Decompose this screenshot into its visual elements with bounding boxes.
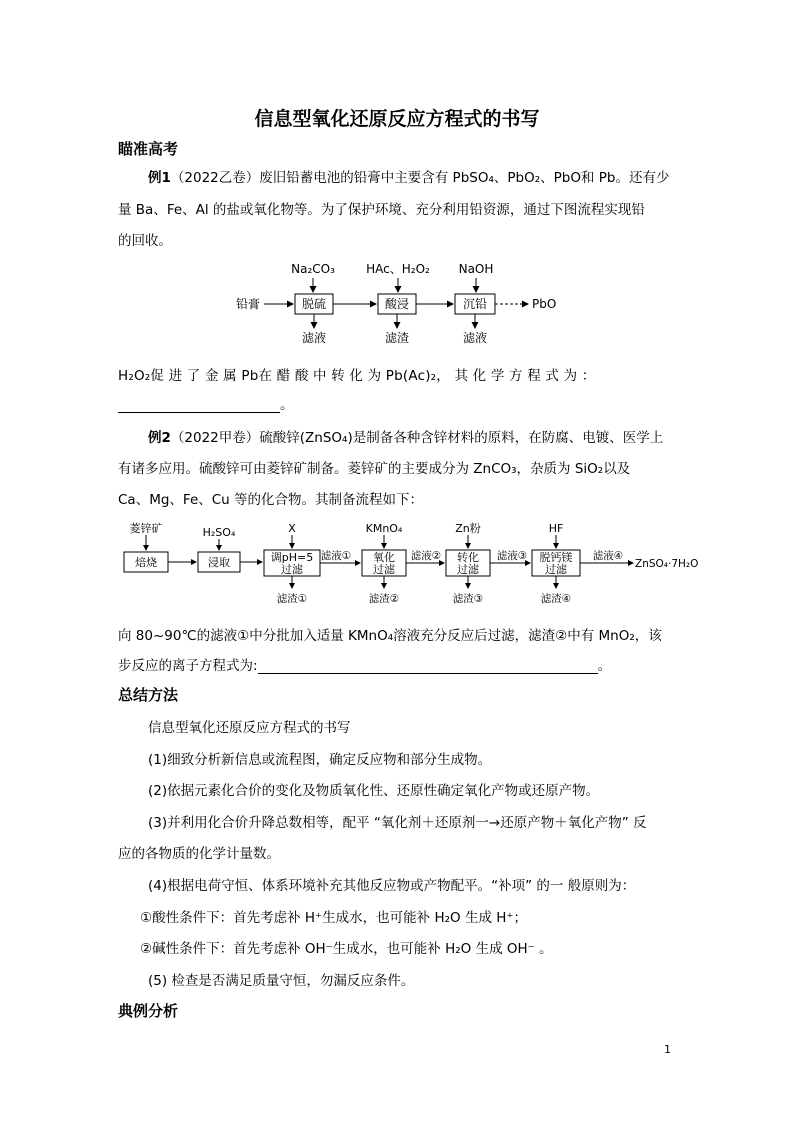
flow2-filtrate-3: 滤液③: [496, 550, 528, 562]
flow2-residue-2: 滤渣②: [368, 593, 400, 605]
example1-line2: 量 Ba、Fe、Al 的盐或氧化物等。为了保护环境、充分利用铅资源，通过下图流程实现铅: [118, 202, 645, 218]
flow1-step-1: 脱硫: [301, 297, 327, 311]
flow2-residue-3: 滤渣③: [452, 593, 484, 605]
flow1-waste-3: 滤液: [462, 331, 488, 345]
flow1-step-3: 沉铅: [462, 297, 488, 311]
method-item-4: (4)根据电荷守恒、体系环境补充其他反应物或产物配平。“补项” 的一 般原则为：: [148, 878, 636, 894]
method-intro: 信息型氧化还原反应方程式的书写: [148, 720, 351, 736]
example2-label: 例2: [148, 430, 171, 446]
example1-question: H₂O₂促 进 了 金 属 Pb在 醋 酸 中 转 化 为 Pb(Ac)₂， 其 化 学 方 程 式 为 ：: [118, 368, 596, 384]
flow2-step-filter-3: 过滤: [457, 563, 479, 576]
flow1-product: PbO: [532, 297, 557, 311]
flow2-step-ph: 调pH=5: [270, 551, 314, 564]
method-item-1: (1)细致分析新信息或流程图，确定反应物和部分生成物。: [148, 752, 492, 768]
flow2-filtrate-1: 滤液①: [320, 550, 352, 562]
example2-text-line1: 硫酸锌(ZnSO₄)是制备各种含锌材料的原料，在防腐、电镀、医学上: [259, 430, 664, 446]
lead-recovery-flowchart: [228, 258, 568, 350]
section-heading-method: 总结方法: [118, 686, 179, 704]
flow2-step-filter-1: 过滤: [281, 563, 303, 576]
flow2-reagent-kmno4: KMnO₄: [365, 522, 403, 535]
method-item-3-cont: 应的各物质的化学计量数。: [118, 846, 280, 862]
example2-question2: 步反应的离子方程式为:: [118, 658, 258, 674]
example1-line1: [148, 166, 669, 186]
example2-line2: 有诸多应用。硫酸锌可由菱锌矿制备。菱锌矿的主要成分为 ZnCO₃，杂质为 SiO₂以及: [118, 461, 631, 477]
flow2-reagent-x: X: [288, 522, 296, 535]
flow2-step-filter-2: 过滤: [373, 563, 395, 576]
example1-label: 例1: [148, 170, 171, 186]
example2-question2-line: [118, 654, 611, 674]
flow1-reagent-2: HAc、H₂O₂: [366, 262, 430, 276]
flow2-residue-1: 滤渣①: [276, 593, 308, 605]
example2-question1: 向 80~90℃的滤液①中分批加入适量 KMnO₄溶液充分反应后过滤，滤渣②中有 MnO₂，该: [118, 628, 662, 644]
example1-answer-end: 。: [280, 397, 294, 413]
flow2-filtrate-4: 滤液④: [592, 550, 624, 562]
example2-line1: [148, 426, 663, 446]
zinc-sulfate-flowchart: [116, 518, 716, 608]
flow1-reagent-1: Na₂CO₃: [291, 262, 335, 276]
page-number: 1: [664, 1043, 671, 1056]
flow1-reagent-3: NaOH: [458, 262, 494, 276]
section-heading-aim: 瞄准高考: [118, 140, 179, 158]
example1-text-line1: 废旧铅蓄电池的铅膏中主要含有 PbSO₄、PbO₂、PbO和 Pb。还有少: [259, 170, 670, 186]
flow1-waste-1: 滤液: [301, 331, 327, 345]
flow2-filtrate-2: 滤液②: [410, 550, 442, 562]
flow2-residue-4: 滤渣④: [540, 593, 572, 605]
example2-line3: Ca、Mg、Fe、Cu 等的化合物。其制备流程如下：: [118, 492, 424, 508]
example1-answer-blank[interactable]: [118, 398, 280, 413]
flow2-step-oxidize: 氧化: [373, 551, 395, 564]
section-heading-analysis: 典例分析: [118, 1002, 179, 1020]
example2-source: （2022甲卷）: [170, 430, 260, 446]
example2-answer-end: 。: [597, 658, 612, 674]
example2-answer-blank[interactable]: [258, 659, 598, 674]
page-title: 信息型氧化还原反应方程式的书写: [254, 108, 540, 130]
example1-line3: 的回收。: [118, 233, 172, 249]
flow2-reagent-hf: HF: [548, 522, 564, 535]
flow2-reagent-zn: Zn粉: [455, 522, 481, 535]
method-item-4a: ①酸性条件下：首先考虑补 H⁺生成水，也可能补 H₂O 生成 H⁺；: [140, 910, 528, 926]
method-item-3: (3)并利用化合价升降总数相等，配平 “氧化剂＋还原剂一→还原产物＋氧化产物” 反: [148, 815, 647, 831]
example1-source: （2022乙卷）: [170, 170, 260, 186]
flow2-product: ZnSO₄·7H₂O: [635, 558, 699, 570]
flow1-input: 铅膏: [236, 297, 261, 311]
flow2-step-filter-4: 过滤: [545, 563, 567, 576]
flow2-step-leach: 浸取: [208, 556, 230, 569]
method-item-5: (5) 检查是否满足质量守恒，勿漏反应条件。: [148, 973, 415, 989]
method-item-4b: ②碱性条件下：首先考虑补 OH⁻生成水，也可能补 H₂O 生成 OH⁻ 。: [140, 941, 553, 957]
flow2-reagent-h2so4: H₂SO₄: [202, 526, 236, 539]
flow1-step-2: 酸浸: [384, 297, 410, 311]
flow2-step-convert: 转化: [457, 551, 479, 564]
method-item-2: (2)依据元素化合价的变化及物质氧化性、还原性确定氧化产物或还原产物。: [148, 783, 600, 799]
flow2-reagent-ore: 菱锌矿: [129, 522, 163, 535]
flow2-step-roast: 焙烧: [135, 556, 157, 569]
flow1-waste-2: 滤渣: [384, 331, 410, 345]
flow2-step-decalc: 脱钙镁: [539, 551, 573, 564]
example1-answer-line: [118, 393, 294, 413]
